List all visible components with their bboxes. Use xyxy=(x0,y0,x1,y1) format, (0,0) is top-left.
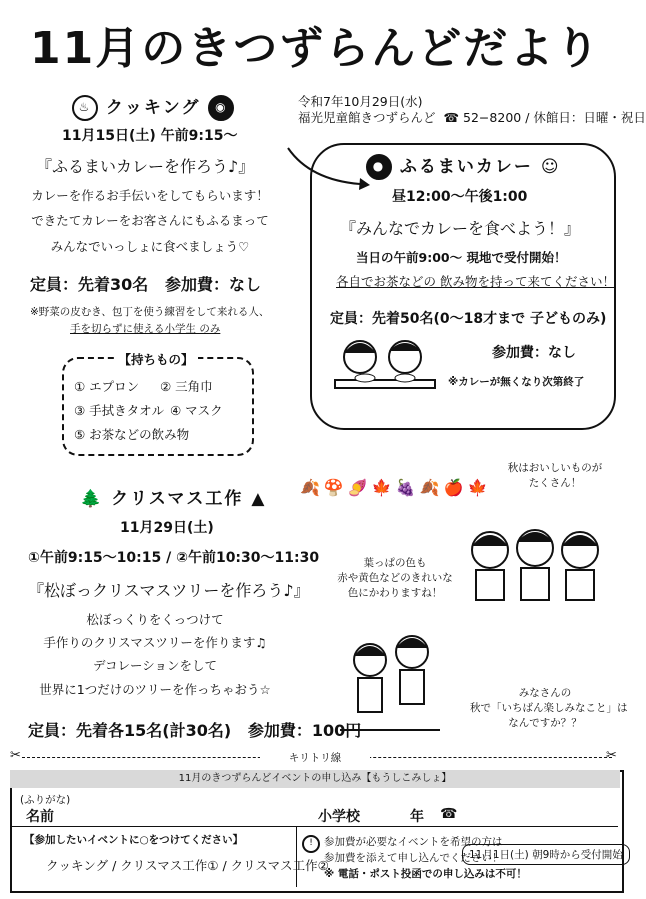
school-label: 小学校 xyxy=(318,809,360,825)
tree-icon: 🌲 xyxy=(80,489,104,509)
xmas-capacity: 定員：先着各15名(計30名) xyxy=(28,721,232,740)
cooking-date: 11月15日(土) 午前9:15〜 xyxy=(62,128,238,144)
name-field[interactable] xyxy=(80,806,280,824)
cooking-heading xyxy=(72,93,234,121)
cooking-capacity-fee xyxy=(30,272,261,295)
xmas-line-1: 松ぼっくりをくっつけて xyxy=(86,612,224,627)
name-label: 名前 xyxy=(26,809,54,825)
tree-icon-right: ▲ xyxy=(251,489,267,509)
bubble-tail-arrow xyxy=(280,140,370,200)
xmas-line-3: デコレーションをして xyxy=(92,658,217,673)
event-select-label: 【参加したいイベントに○をつけてください】 xyxy=(24,834,244,846)
phone-field[interactable] xyxy=(460,806,610,824)
xmas-times: ①午前9:15〜10:15 / ②午前10:30〜11:30 xyxy=(28,550,320,566)
xmas-line-4: 世界に1つだけのツリーを作っちゃおう☆ xyxy=(39,682,271,697)
furigana-label: (ふりがな) xyxy=(20,794,71,806)
autumn-bubble-2: 葉っぱの色も 赤や黄色などのきれいな 色にかわりますね！ xyxy=(337,557,453,599)
apply-note-2: 参加費を添えて申し込んでください！ xyxy=(324,852,503,864)
kids-leaves-illustration xyxy=(460,520,610,610)
autumn-foods-row: 🍂🍄🍠🍁🍇🍂🍎🍁 xyxy=(300,478,492,497)
page-title: 11月のきつずらんどだより xyxy=(30,23,602,74)
curry-note: ※カレーが無くなり次第終了 xyxy=(448,376,585,388)
xmas-line-2: 手作りのクリスマスツリーを作ります♫ xyxy=(43,635,267,650)
autumn-bubble-3: みなさんの 秋で「いちばん楽しみなこと」は なんですか？？ xyxy=(470,687,628,729)
pot-icon: ♨ xyxy=(72,95,98,121)
curry-title: 『みんなでカレーを食べよう！』 xyxy=(340,219,581,238)
cooking-line-3: みんなでいっしょに食べましょう♡ xyxy=(50,239,250,254)
xmas-heading xyxy=(80,484,266,509)
cooking-fee: 参加費：なし xyxy=(165,275,262,294)
start-date-badge: 11月1日(土) 朝9時から受付開始 xyxy=(462,844,630,865)
kids-eating-illustration xyxy=(330,335,440,405)
scissors-icon-right: ✂ xyxy=(606,748,617,763)
belongings-title: 【持ちもの】 xyxy=(62,350,250,368)
xmas-date: 11月29日(土) xyxy=(120,520,214,536)
chef-icon: ☺ xyxy=(540,157,561,177)
cooking-title: 『ふるまいカレーを作ろう♪』 xyxy=(36,157,255,176)
belongings-item-3: ③ 手拭きタオル xyxy=(74,403,165,418)
curry-reception: 当日の午前9:00〜 現地で受付開始！ xyxy=(356,250,567,265)
grade-label: 年 xyxy=(410,809,424,825)
issue-date: 令和7年10月29日(水) xyxy=(298,94,423,109)
xmas-capacity-fee xyxy=(28,718,361,741)
curry-heading-label: ふるまいカレー xyxy=(399,157,533,177)
xmas-fee: 参加費：100円 xyxy=(247,721,362,740)
cooking-line-2: できたてカレーをお客さんにもふるまって xyxy=(31,213,269,228)
form-divider xyxy=(12,826,618,827)
curry-capacity: 定員：先着50名(0〜18才まで 子どものみ) xyxy=(330,311,607,327)
phone-number: 52−8200 xyxy=(463,110,522,125)
cooking-note-2: 手を切らずに使える小学生 のみ xyxy=(70,323,221,335)
curry-fee: 参加費：なし xyxy=(492,345,576,361)
phone-icon: ☎ xyxy=(439,110,460,125)
org-info xyxy=(298,108,646,126)
phone-icon: ☎ xyxy=(440,806,458,822)
org-name: 福光児童館きつずらんど xyxy=(298,110,436,125)
closed-days: / 休館日：日曜・祝日 xyxy=(525,110,646,125)
autumn-bubble-1: 秋はおいしいものが たくさん！ xyxy=(507,462,603,489)
belongings-item-5: ⑤ お茶などの飲み物 xyxy=(74,427,190,442)
curry-bring: 各自でお茶などの 飲み物を持って来てください！ xyxy=(336,274,615,289)
xmas-title: 『松ぼっクリスマスツリーを作ろう♪』 xyxy=(28,581,310,600)
notice-icon: ! xyxy=(302,833,320,851)
event-options[interactable]: クッキング / クリスマス工作① / クリスマス工作② xyxy=(46,858,329,873)
apply-note-1: 参加費が必要なイベントを希望の方は xyxy=(324,836,503,848)
rice-bowl-icon: ◉ xyxy=(208,95,234,121)
kids-jumping-illustration xyxy=(340,630,440,740)
cooking-heading-label: クッキング xyxy=(105,98,201,118)
scissors-icon: ✂ xyxy=(10,748,21,763)
cooking-capacity: 定員：先着30名 xyxy=(30,275,149,294)
curry-time: 昼12:00〜午後1:00 xyxy=(392,189,528,205)
cooking-note-1: ※野菜の皮むき、包丁を使う練習をして来れる人、 xyxy=(30,306,270,318)
belongings-item-4: ④ マスク xyxy=(170,403,223,418)
curry-heading xyxy=(366,152,561,180)
belongings-item-2: ② 三角巾 xyxy=(160,379,213,394)
cut-line-label: キリトリ線 xyxy=(260,750,370,765)
apply-note-3: ※ 電話・ポスト投函での申し込みは不可！ xyxy=(324,868,527,880)
form-header: 11月のきつずらんどイベントの申し込み【もうしこみしょ】 xyxy=(10,770,620,788)
curry-icon: ● xyxy=(366,154,392,180)
belongings-item-1: ① エプロン xyxy=(74,379,140,394)
xmas-heading-label: クリスマス工作 xyxy=(111,489,244,509)
cooking-line-1: カレーを作るお手伝いをしてもらいます！ xyxy=(31,188,269,203)
